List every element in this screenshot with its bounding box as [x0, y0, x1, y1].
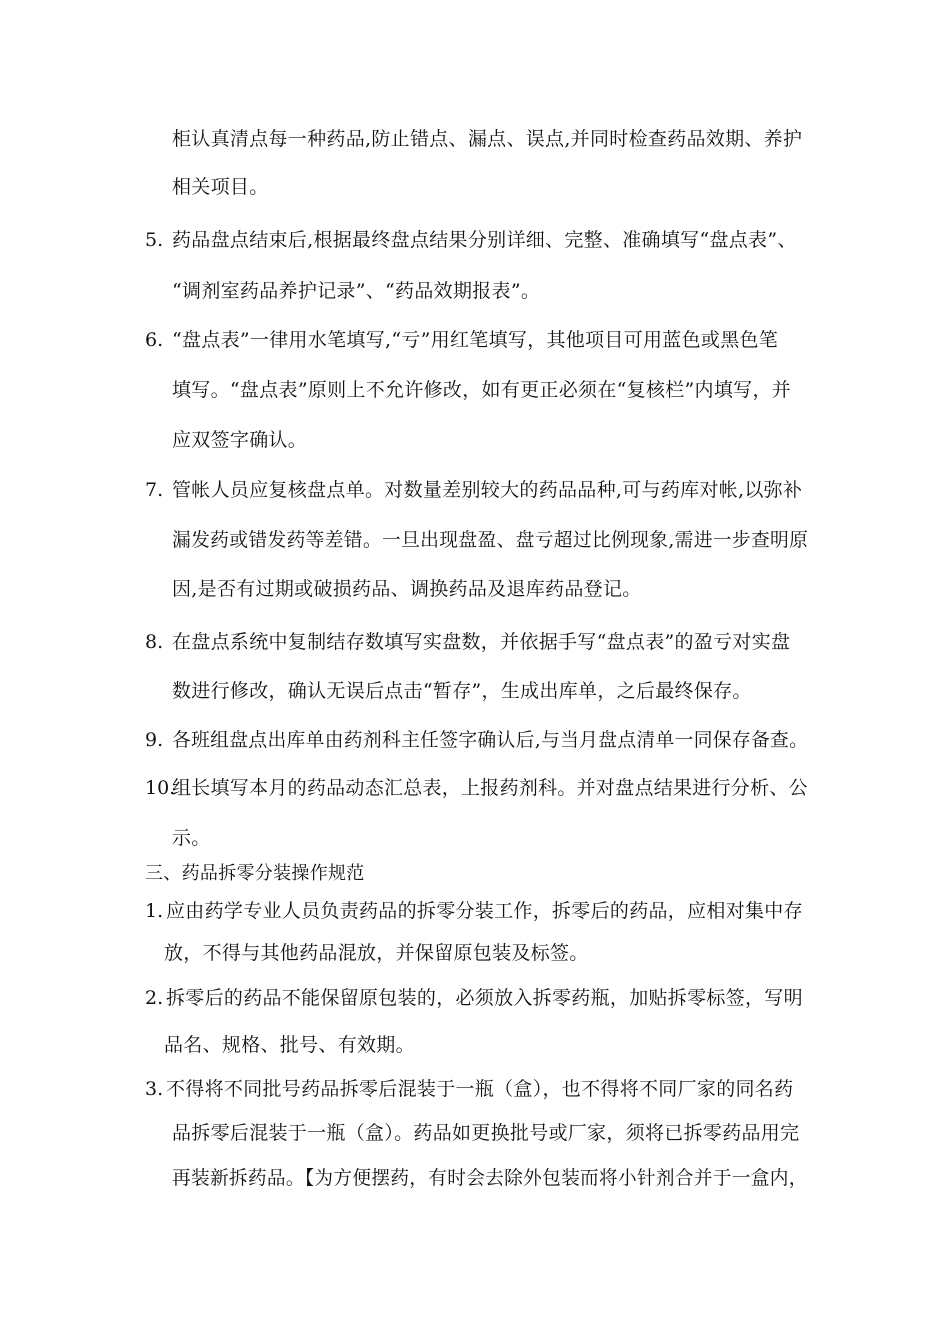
item-5-line-2: “调剂室药品养护记录”、“药品效期报表”。 [172, 280, 541, 302]
item-7-number: 7. [145, 479, 164, 501]
item-6-line-3: 应双签字确认。 [172, 429, 308, 451]
section-3-item-3-number: 3. [145, 1078, 164, 1100]
section-3-item-1-number: 1. [145, 900, 164, 922]
item-7-line-3: 因,是否有过期或破损药品、调换药品及退库药品登记。 [172, 578, 642, 600]
item-6-line-2: 填写。“盘点表”原则上不允许修改，如有更正必须在“复核栏”内填写，并 [172, 379, 792, 401]
item-5-number: 5. [145, 229, 164, 251]
section-3-item-2-line-1: 拆零后的药品不能保留原包装的，必须放入拆零药瓶，加贴拆零标签，写明 [166, 987, 803, 1009]
section-3-item-2-number: 2. [145, 987, 164, 1009]
item-9-number: 9. [145, 729, 164, 751]
item-7-line-2: 漏发药或错发药等差错。一旦出现盘盈、盘亏超过比例现象,需进一步查明原 [172, 529, 809, 551]
section-3-item-1-line-1: 应由药学专业人员负责药品的拆零分装工作，拆零后的药品，应相对集中存 [166, 900, 803, 922]
section-3-item-3-line-1: 不得将不同批号药品拆零后混装于一瓶（盒），也不得将不同厂家的同名药 [166, 1078, 794, 1100]
continuation-line-1: 柜认真清点每一种药品,防止错点、漏点、误点,并同时检查药品效期、养护 [172, 128, 803, 150]
item-10-line-1: 组长填写本月的药品动态汇总表，上报药剂科。并对盘点结果进行分析、公 [172, 777, 808, 799]
section-3-item-1-line-2: 放，不得与其他药品混放，并保留原包装及标签。 [164, 942, 589, 964]
item-10-number: 10. [145, 777, 176, 799]
item-8-line-2: 数进行修改，确认无误后点击“暂存”，生成出库单，之后最终保存。 [172, 680, 752, 702]
item-9-line-1: 各班组盘点出库单由药剂科主任签字确认后,与当月盘点清单一同保存备查。 [172, 729, 809, 751]
section-3-item-3-line-2: 品拆零后混装于一瓶（盒）。药品如更换批号或厂家，须将已拆零药品用完 [172, 1122, 800, 1144]
continuation-line-2: 相关项目。 [172, 176, 269, 198]
item-6-number: 6. [145, 329, 164, 351]
item-6-line-1: “盘点表”一律用水笔填写,“亏”用红笔填写，其他项目可用蓝色或黑色笔 [172, 329, 779, 351]
item-7-line-1: 管帐人员应复核盘点单。对数量差别较大的药品品种,可与药库对帐,以弥补 [172, 479, 803, 501]
item-8-number: 8. [145, 631, 164, 653]
section-3-heading: 三、药品拆零分装操作规范 [145, 863, 365, 884]
section-3-item-3-line-3: 再装新拆药品。【为方便摆药，有时会去除外包装而将小针剂合并于一盒内， [172, 1167, 808, 1189]
item-8-line-1: 在盘点系统中复制结存数填写实盘数，并依据手写“盘点表”的盈亏对实盘 [172, 631, 791, 653]
item-5-line-1: 药品盘点结束后,根据最终盘点结果分别详细、完整、准确填写“盘点表”、 [172, 229, 797, 251]
item-10-line-2: 示。 [172, 827, 211, 849]
section-3-item-2-line-2: 品名、规格、批号、有效期。 [164, 1034, 415, 1056]
